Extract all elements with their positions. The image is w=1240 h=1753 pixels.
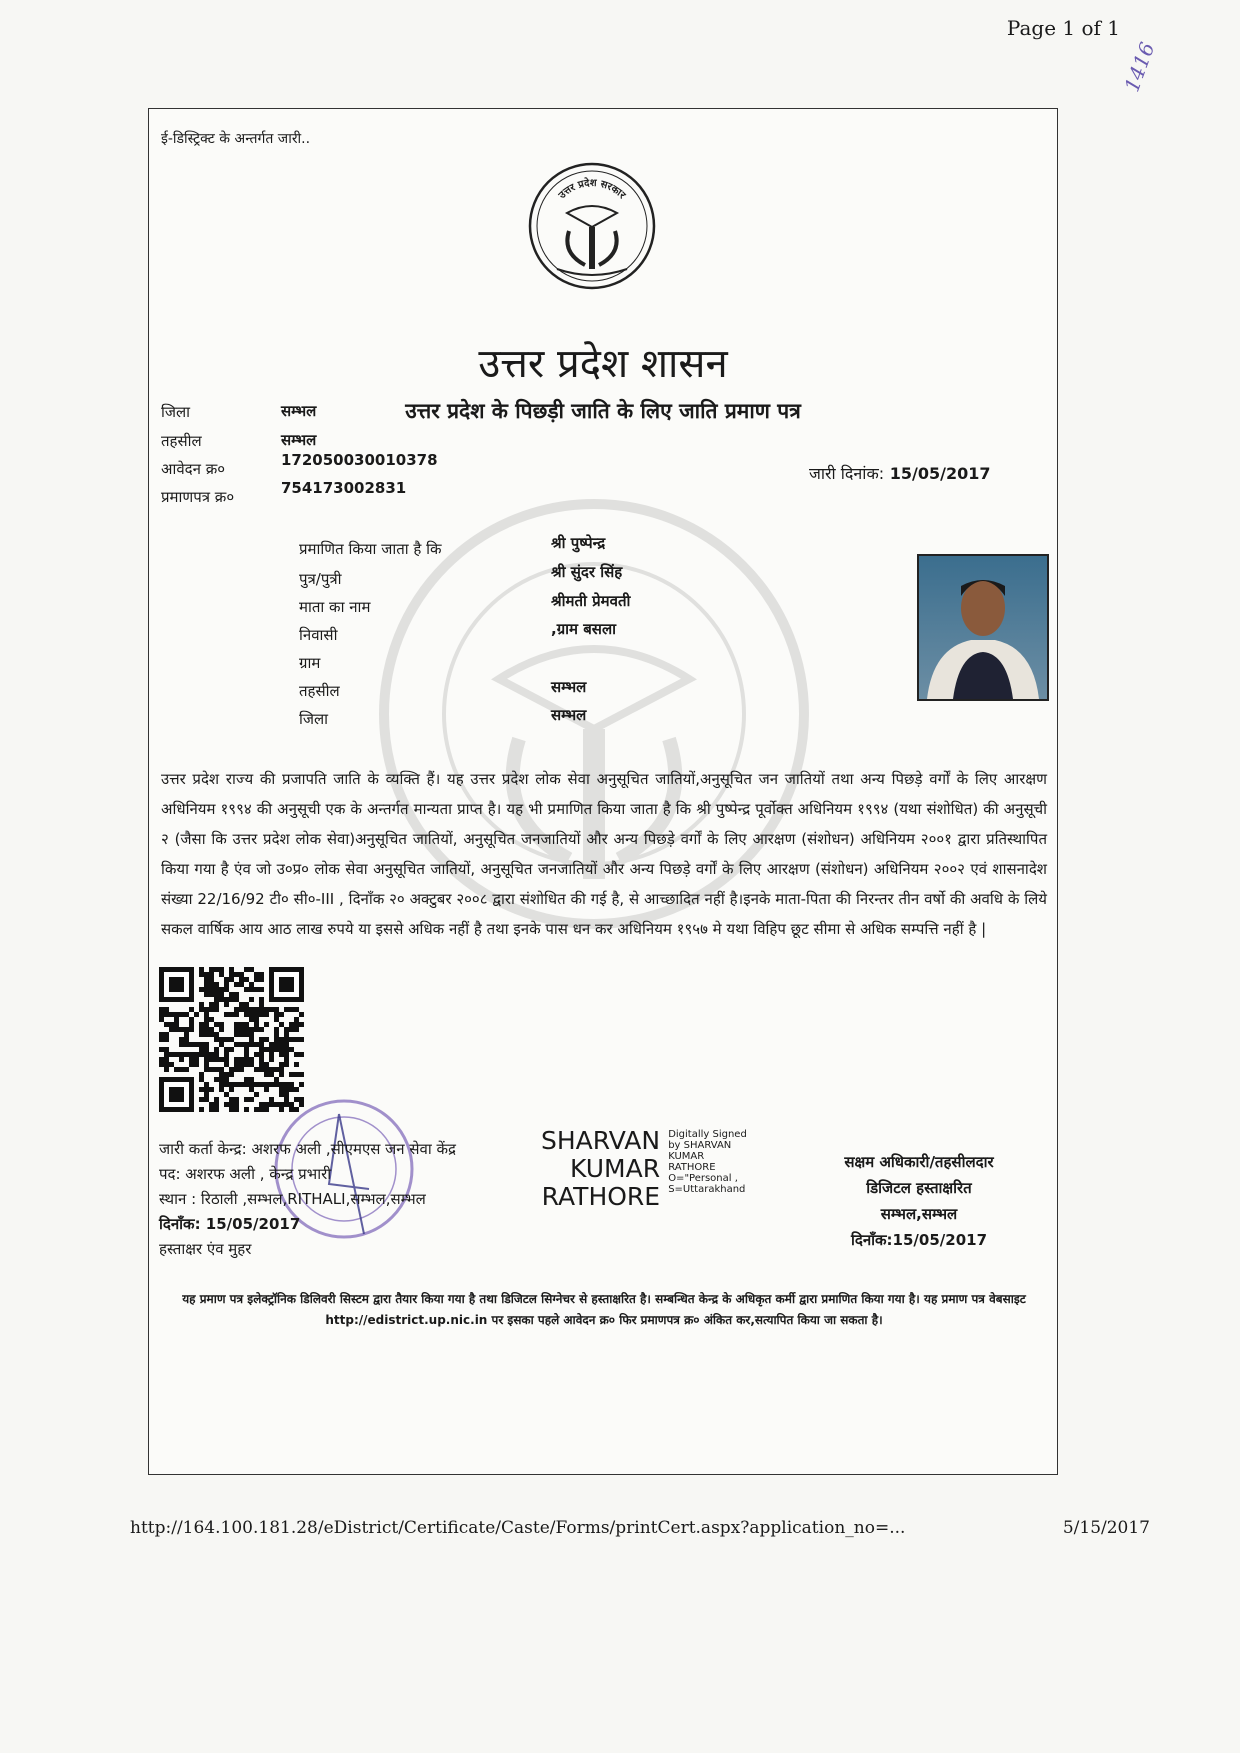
resident-value: ,ग्राम बसला xyxy=(551,620,616,638)
applicant-name: श्री पुष्पेन्द्र xyxy=(551,534,606,552)
qr-code xyxy=(159,967,304,1112)
sign-and-seal-label: हस्ताक्षर एंव मुहर xyxy=(159,1240,252,1258)
mother-label: माता का नाम xyxy=(299,598,371,616)
authority-signed: डिजिटल हस्ताक्षरित xyxy=(866,1179,972,1197)
resident-label: निवासी xyxy=(299,626,338,644)
person-district-value: सम्भल xyxy=(551,706,587,724)
certificate-subtitle: उत्तर प्रदेश के पिछड़ी जाति के लिए जाति प्रमाण पत्र xyxy=(405,399,801,423)
print-footer xyxy=(130,1518,1150,1538)
verification-note: यह प्रमाण पत्र इलेक्ट्रॉनिक डिलिवरी सिस्टम द्वारा तैयार किया गया है तथा डिजिटल सिग्नेचर से हस्ताक्षरित है। सम्बन्धित केन्द्र के अधिकृत कर्मी द्वारा प्रमाणित किया गया है। यह प्रमाण पत्र वेबसाइट http://edistrict.up.nic.in पर इसका पहले आवेदन क्र० फिर प्रमाणपत्र क्र० अंकित कर,सत्यापित किया जा सकता है। xyxy=(182,1292,1026,1327)
signer-name: SHARVAN KUMAR RATHORE xyxy=(541,1126,661,1211)
issuer-post: पद: अशरफ अली , केन्द्र प्रभारी xyxy=(159,1165,332,1183)
son-daughter-label: पुत्र/पुत्री xyxy=(299,570,342,588)
authority-date: दिनाँक:15/05/2017 xyxy=(850,1231,988,1249)
page-number: Page 1 of 1 xyxy=(1006,16,1120,40)
handwritten-note: 1416 xyxy=(1119,38,1160,96)
print-url: http://164.100.181.28/eDistrict/Certificate/Caste/Forms/printCert.aspx?application_no=... xyxy=(130,1518,906,1538)
tehsil-label: तहसील xyxy=(161,432,202,450)
certificate xyxy=(148,108,1058,1475)
issued-under-label: ई-डिस्ट्रिक्ट के अन्तर्गत जारी.. xyxy=(161,131,311,147)
signature-details: Digitally Signed by SHARVAN KUMAR RATHORE O="Personal , S=Uttarakhand xyxy=(668,1129,747,1195)
up-government-emblem-icon xyxy=(527,161,657,291)
print-date: 5/15/2017 xyxy=(1062,1518,1150,1538)
issuer-date: दिनाँक: 15/05/2017 xyxy=(159,1215,301,1233)
certificate-body-text: उत्तर प्रदेश राज्य की प्रजापति जाति के व्यक्ति हैं। यह उत्तर प्रदेश लोक सेवा अनुसूचित जातियों,अनुसूचित जन जातियों तथा अन्य पिछड़े वर्गों के लिए आरक्षण अधिनियम १९९४ की अनुसूची एक के अन्तर्गत मान्यता प्राप्त है। यह भी प्रमाणित किया जाता है कि श्री पुष्पेन्द्र पूर्वोक्त अधिनियम १९९४ (यथा संशोधित) की अनुसूची २ (जैसा कि उत्तर प्रदेश लोक सेवा)अनुसूचित जातियों, अनुसूचित जनजातियों और अन्य पिछड़े वर्गों के लिए आरक्षण (संशोधन) अधिनियम २००१ द्वारा प्रतिस्थापित किया गया है एंव जो उ०प्र० लोक सेवा अनुसूचित जातियों, अनुसूचित जनजातियों और अन्य पिछड़े वर्गों के लिए आरक्षण (संशोधन) अधिनियम २००२ एवं शासनादेश संख्या 22/16/92 टी० सी०-III , दिनाँक २० अक्टुबर २००८ द्वारा संशोधित की गई है, से आच्छादित नहीं है।इनके माता-पिता की निरन्तर तीन वर्षो की अवधि के लिये सकल वार्षिक आय आठ लाख रुपये या इससे अधिक नहीं है तथा इनके पास धन कर अधिनियम १९५७ मे यथा विहिप छूट सीमा से अधिक सम्पत्ति नहीं है | xyxy=(161,770,1047,938)
applicant-photo xyxy=(917,554,1049,701)
svg-text:उत्तर प्रदेश सरकार xyxy=(556,176,628,202)
authority-title: सक्षम अधिकारी/तहसीलदार xyxy=(844,1153,994,1171)
digital-signature xyxy=(541,1127,747,1211)
certificate-no-value: 754173002831 xyxy=(281,479,407,497)
application-no-label: आवेदन क्र० xyxy=(161,460,226,478)
certified-label: प्रमाणित किया जाता है कि xyxy=(299,540,442,558)
issuer-block xyxy=(159,1137,456,1262)
issuer-center: जारी कर्ता केन्द्र: अशरफ अली ,सीएमएस जन सेवा केंद्र xyxy=(159,1140,456,1158)
district-label: जिला xyxy=(161,403,191,421)
district-value: सम्भल xyxy=(281,402,317,420)
emblem-text: उत्तर प्रदेश सरकार xyxy=(556,177,628,202)
certificate-no-label: प्रमाणपत्र क्र० xyxy=(161,488,235,506)
person-district-label: जिला xyxy=(299,710,329,728)
village-label: ग्राम xyxy=(299,654,321,672)
authority-place: सम्भल,सम्भल xyxy=(880,1205,958,1223)
mother-name: श्रीमती प्रेमवती xyxy=(551,592,631,610)
person-tehsil-value: सम्भल xyxy=(551,678,587,696)
person-tehsil-label: तहसील xyxy=(299,682,340,700)
father-name: श्री सुंदर सिंह xyxy=(551,563,623,581)
issue-date: जारी दिनांक: 15/05/2017 xyxy=(809,464,991,483)
authority-block xyxy=(784,1149,1054,1253)
certificate-title: उत्तर प्रदेश शासन xyxy=(478,341,728,387)
application-no-value: 172050030010378 xyxy=(281,451,438,469)
tehsil-value: सम्भल xyxy=(281,431,317,449)
issuer-place: स्थान : रिठाली ,सम्भल,RITHALI,सम्भल,सम्भल xyxy=(159,1190,426,1208)
